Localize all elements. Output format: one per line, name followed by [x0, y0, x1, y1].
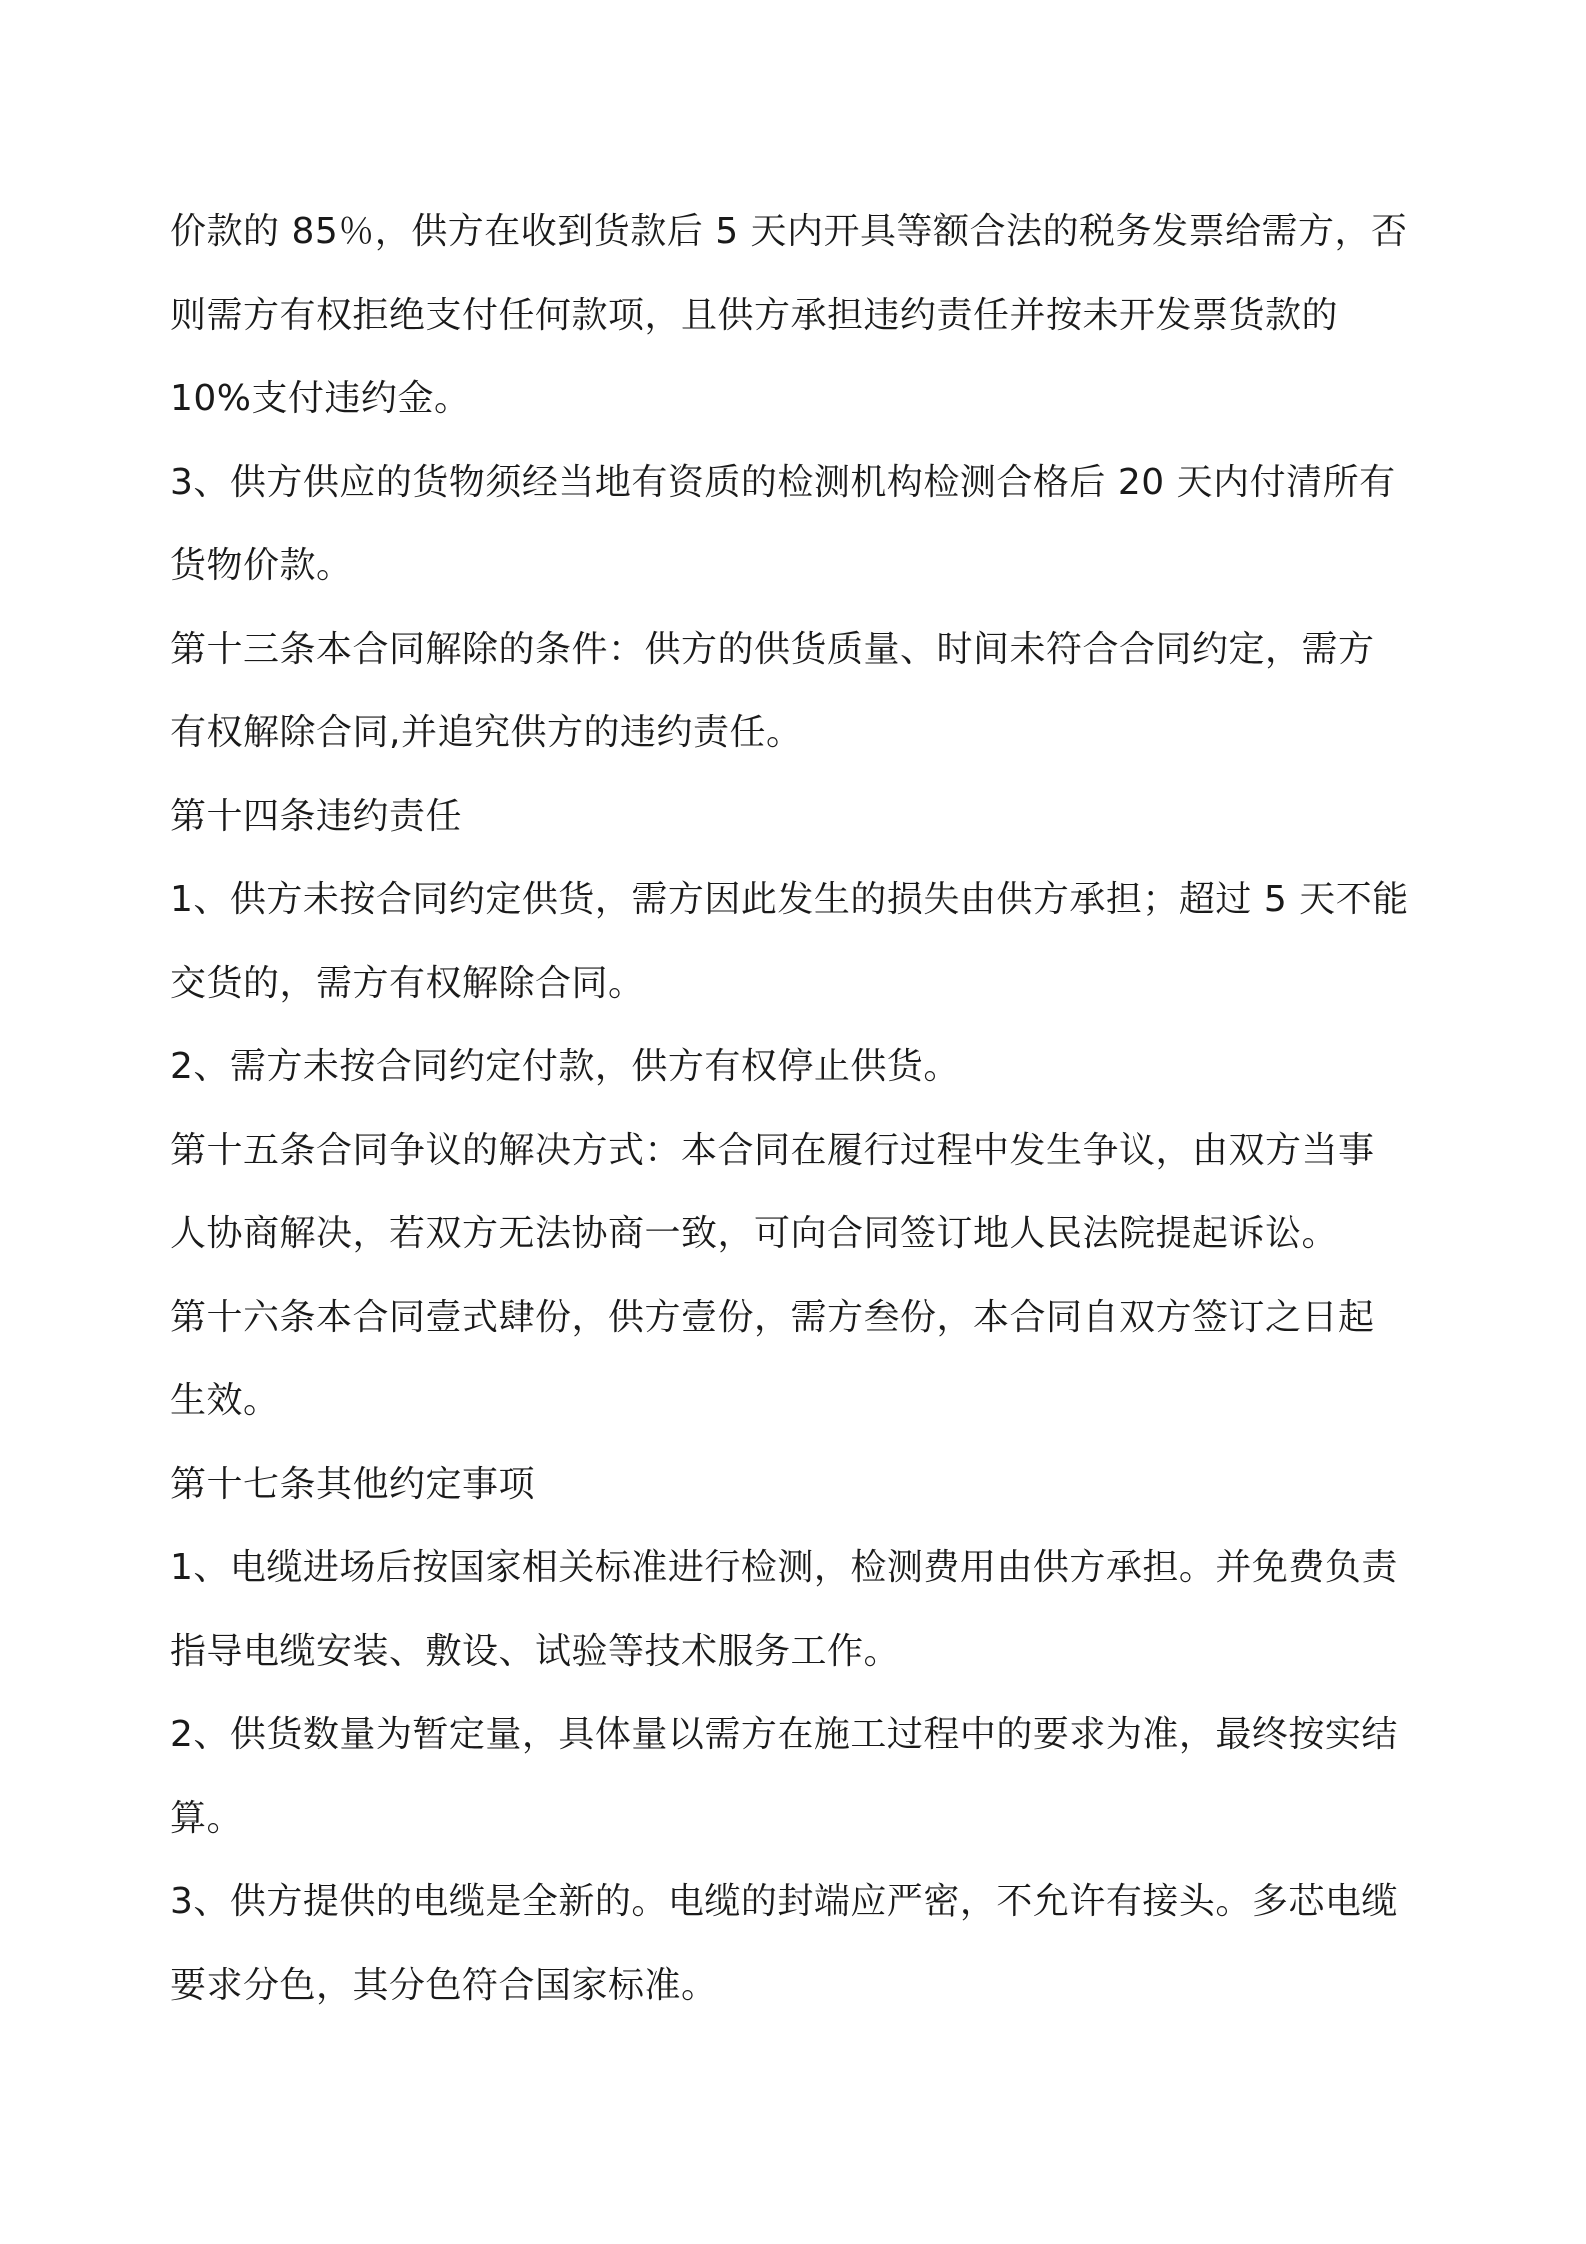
text-line: 第十六条本合同壹式肆份，供方壹份，需方叁份，本合同自双方签订之日起	[170, 1296, 1375, 1338]
document-body	[170, 190, 1430, 2027]
text-line: 生效。	[170, 1380, 280, 1421]
text-line: 3、供方供应的货物须经当地有资质的检测机构检测合格后 20 天内付清所有	[170, 461, 1396, 503]
text-line: 有权解除合同,并追究供方的违约责任。	[170, 712, 803, 753]
text-line: 人协商解决，若双方无法协商一致，可向合同签订地人民法院提起诉讼。	[170, 1213, 1339, 1254]
section-heading: 第十七条其他约定事项	[170, 1463, 536, 1505]
text-line: 1、电缆进场后按国家相关标准进行检测，检测费用由供方承担。并免费负责	[170, 1547, 1398, 1588]
text-line: 第十五条合同争议的解决方式：本合同在履行过程中发生争议，由双方当事	[170, 1129, 1375, 1171]
text-line: 1、供方未按合同约定供货，需方因此发生的损失由供方承担；超过 5 天不能	[170, 879, 1409, 920]
text-line: 10%支付违约金。	[170, 378, 471, 419]
text-line: 则需方有权拒绝支付任何款项，且供方承担违约责任并按未开发票货款的	[170, 294, 1339, 336]
text-line: 要求分色，其分色符合国家标准。	[170, 1964, 718, 2006]
section-heading: 第十四条违约责任	[170, 795, 463, 837]
text-line: 3、供方提供的电缆是全新的。电缆的封端应严密，不允许有接头。多芯电缆	[170, 1881, 1398, 1922]
text-line: 算。	[170, 1797, 244, 1839]
text-line: 2、供货数量为暂定量，具体量以需方在施工过程中的要求为准，最终按实结	[170, 1714, 1398, 1755]
text-line: 指导电缆安装、敷设、试验等技术服务工作。	[170, 1630, 901, 1672]
text-line: 交货的，需方有权解除合同。	[170, 962, 645, 1004]
text-line: 2、需方未按合同约定付款，供方有权停止供货。	[170, 1046, 960, 1087]
text-line: 价款的 85％，供方在收到货款后 5 天内开具等额合法的税务发票给需方，否	[170, 211, 1408, 252]
text-line: 第十三条本合同解除的条件：供方的供货质量、时间未符合合同约定，需方	[170, 628, 1375, 670]
text-line: 货物价款。	[170, 545, 353, 586]
